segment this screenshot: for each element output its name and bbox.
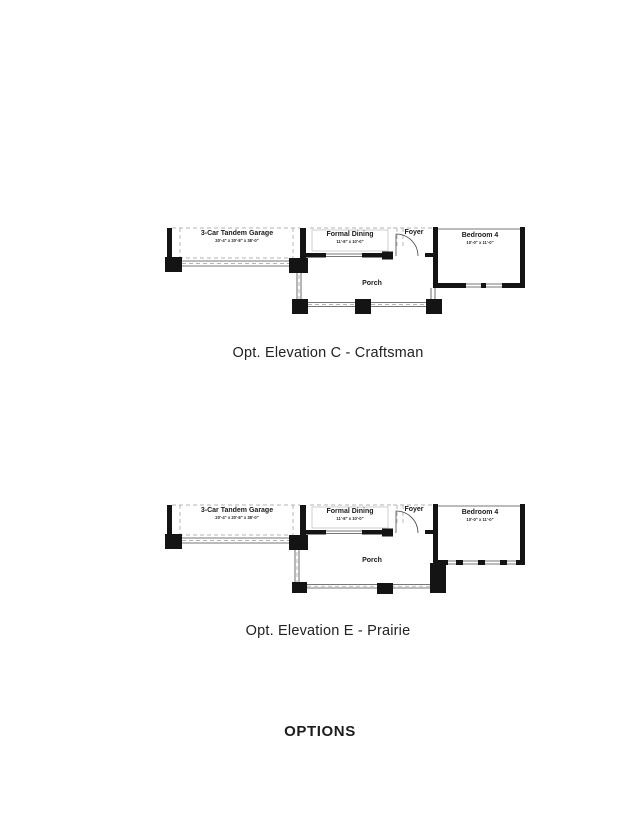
bedroom4-room — [425, 227, 525, 288]
dining-dimensions: 11'-8" x 10'-0" — [336, 516, 364, 521]
foyer-label: Foyer — [404, 506, 424, 513]
porch-column-middle — [355, 299, 371, 314]
porch-label: Porch — [362, 557, 382, 564]
porch-prairie — [290, 540, 446, 594]
garage-label: 3-Car Tandem Garage — [200, 507, 274, 514]
porch-pier-top-left — [290, 540, 303, 549]
caption-elevation-craftsman: Opt. Elevation C - Craftsman — [232, 345, 424, 361]
porch-craftsman — [292, 273, 442, 314]
front-door-swing — [396, 234, 418, 256]
foyer-label: Foyer — [404, 229, 424, 236]
porch-pier-bottom-left — [292, 582, 307, 593]
bedroom4-dimensions: 10'-0" x 11'-0" — [466, 517, 494, 522]
porch-pier-right — [430, 563, 446, 593]
dining-dimensions: 11'-8" x 10'-0" — [336, 239, 364, 244]
porch-column-right — [426, 299, 442, 314]
porch-pier-bottom-middle — [377, 583, 393, 594]
porch-label: Porch — [362, 280, 382, 287]
bedroom4-label: Bedroom 4 — [461, 232, 499, 239]
caption-elevation-prairie: Opt. Elevation E - Prairie — [245, 623, 411, 639]
floorplan-craftsman — [150, 220, 530, 340]
front-door-swing — [396, 511, 418, 533]
dining-label: Formal Dining — [326, 508, 374, 515]
garage-room — [165, 228, 308, 273]
bedroom4-room — [425, 504, 525, 565]
formal-dining-room — [306, 505, 393, 537]
bedroom4-label: Bedroom 4 — [461, 509, 499, 516]
formal-dining-room — [306, 228, 393, 260]
foyer-room — [393, 228, 433, 256]
options-heading: OPTIONS — [284, 723, 356, 740]
dining-label: Formal Dining — [326, 231, 374, 238]
floorplan-prairie — [150, 497, 530, 617]
garage-room — [165, 505, 308, 550]
garage-dimensions: 20'-4" x 20'-8" x 38'-0" — [215, 238, 259, 243]
porch-column-left — [292, 299, 308, 314]
garage-dimensions: 20'-4" x 20'-8" x 38'-0" — [215, 515, 259, 520]
bedroom4-dimensions: 10'-0" x 11'-0" — [466, 240, 494, 245]
garage-label: 3-Car Tandem Garage — [200, 230, 274, 237]
foyer-room — [393, 505, 433, 533]
